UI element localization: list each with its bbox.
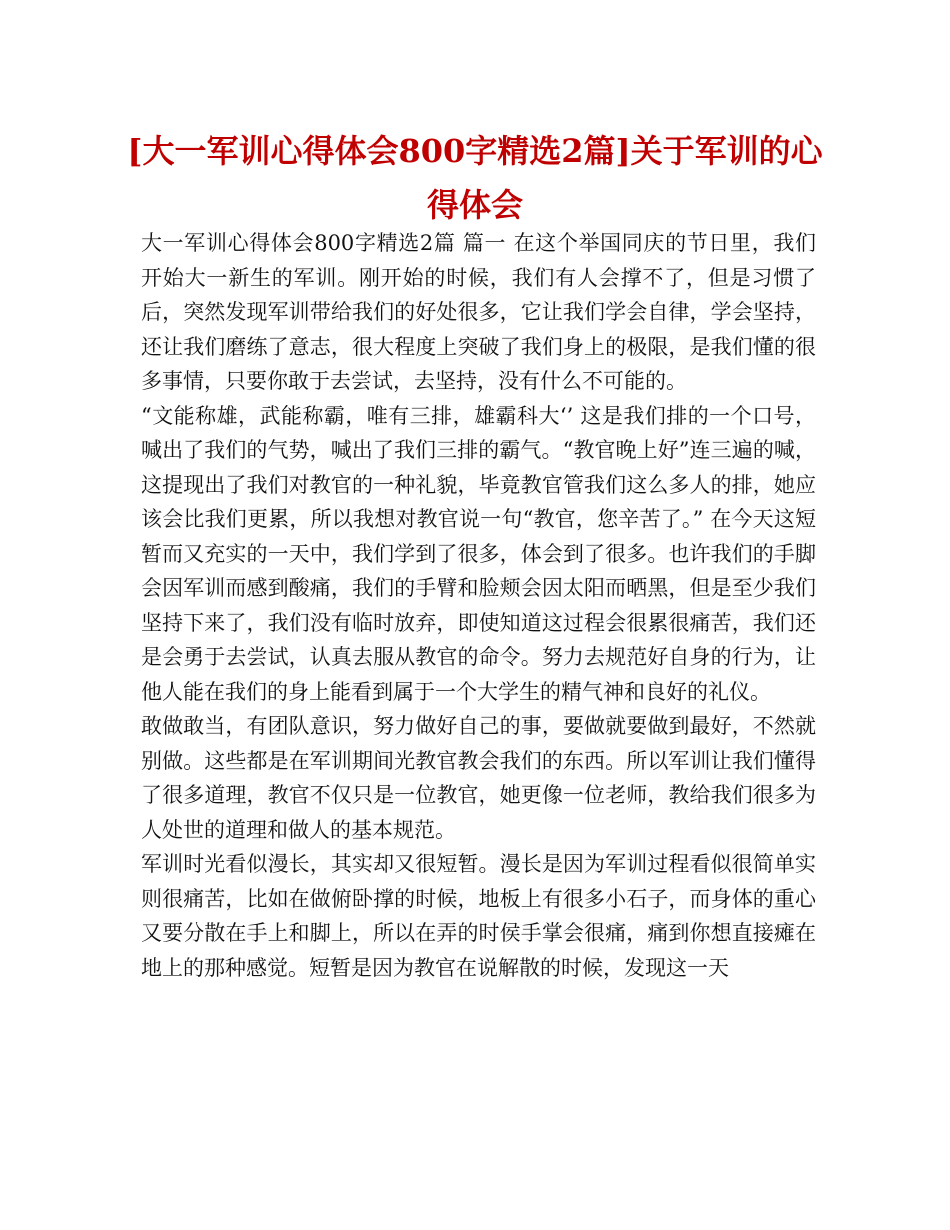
paragraph: 敢做敢当，有团队意识，努力做好自己的事，要做就要做到最好，不然就别做。这些都是在军训期间光教官教会我们的东西。所以军训让我们懂得了很多道理，教官不仅只是一位教官，她更像一位老师，教给我们很多为人处世的道理和做人的基本规范。 <box>141 714 816 842</box>
paragraph: “文能称雄，武能称霸，唯有三排，雄霸科大‘’ 这是我们排的一个口号，喊出了我们的气势，喊出了我们三排的霸气。“教官晚上好”连三遍的喊，这提现出了我们对教官的一种礼貌，毕竟教官管我们这么多人的排，她应该会比我们更累，所以我想对教官说一句“教官，您辛苦了。” 在今天这短暂而又充实的一天中，我们学到了很多，体会到了很多。也许我们的手脚会因军训而感到酸痛，我们的手臂和脸颊会因太阳而晒黑，但是至少我们坚持下来了，我们没有临时放弃，即使知道这过程会很累很痛苦，我们还是会勇于去尝试，认真去服从教官的命令。努力去规范好自身的行为，让他人能在我们的身上能看到属于一个大学生的精气神和良好的礼仪。 <box>141 403 816 704</box>
document-title: [大一军训心得体会800字精选2篇]关于军训的心得体会 <box>127 132 823 224</box>
document-body <box>141 226 816 985</box>
paragraph: 大一军训心得体会800字精选2篇 篇一 在这个举国同庆的节日里，我们开始大一新生的军训。刚开始的时候，我们有人会撑不了，但是习惯了后，突然发现军训带给我们的好处很多，它让我们学会自律，学会坚持，还让我们磨练了意志，很大程度上突破了我们身上的极限，是我们懂的很多事情，只要你敢于去尝试，去坚持，没有什么不可能的。 <box>141 231 816 393</box>
paragraph: 军训时光看似漫长，其实却又很短暂。漫长是因为军训过程看似很简单实则很痛苦，比如在做俯卧撑的时候，地板上有很多小石子，而身体的重心又要分散在手上和脚上，所以在弄的时侯手掌会很痛，痛到你想直接瘫在地上的那种感觉。短暂是因为教官在说解散的时候，发现这一天 <box>141 852 816 980</box>
